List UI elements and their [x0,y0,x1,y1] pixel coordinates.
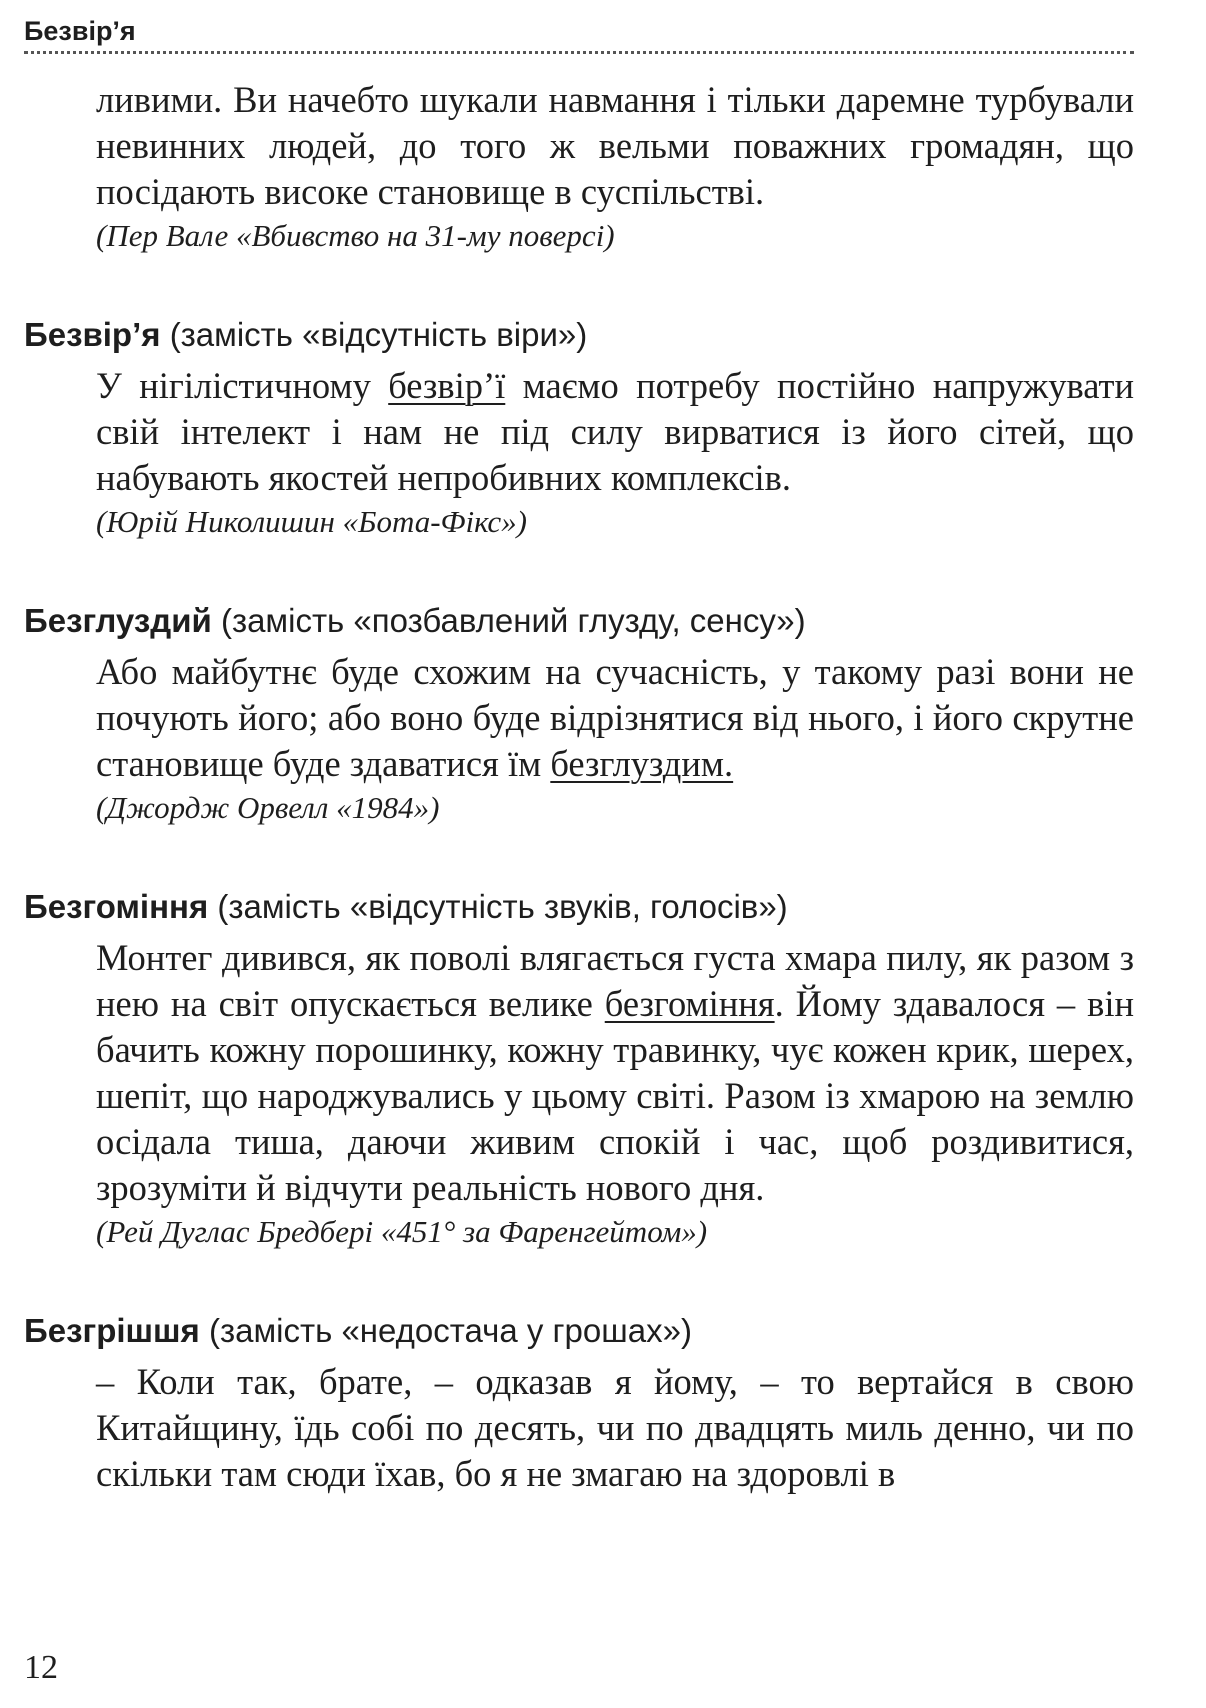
entry-gloss: (замість «відсутність звуків, голосів») [217,888,788,925]
entry-term: Безвір’я [24,316,161,353]
entry-source: (Юрій Николишин «Бота-Фікс») [96,504,527,539]
running-head: Безвір’я [24,14,1134,54]
intro-source: (Пер Вале «Вбивство на 31-му поверсі) [96,218,615,253]
entry-source: (Рей Дуглас Бредбері «451° за Фаренгейтом») [96,1214,708,1249]
highlighted-word: безгоміння [604,983,775,1024]
entry-heading [24,311,1134,359]
entry-quote [96,363,1134,501]
entry-quote: – Коли так, брате, – одказав я йому, – то вертайся в свою Китайщину, їдь собі по десять, чи по двадцять миль денно, чи по скільки там сюди їхав, бо я не змагаю на здоровлі в [96,1361,1134,1494]
quote-text: У нігілістичному [96,365,389,406]
entry-quote [96,649,1134,787]
entry-gloss: (замість «відсутність віри») [169,316,588,353]
entry-heading [24,1307,1134,1355]
dictionary-entry [24,1307,1134,1497]
highlighted-word: безглуздим. [550,743,734,784]
entry-heading [24,883,1134,931]
entry-heading [24,597,1134,645]
entry-gloss: (замість «позбавлений глузду, сенсу») [220,602,806,639]
dictionary-entry [24,311,1134,543]
entry-quote [96,935,1134,1211]
quote-text: маємо потребу постійно напружувати свій інтелект і нам не під силу вирватися із його сітей, що набувають якостей непробивних комплексів. [96,365,1134,498]
entry-source: (Джордж Орвелл «1984») [96,790,440,825]
quote-text: Або майбутнє буде схожим на сучасність, у такому разі вони не почують його; або воно буде відрізнятися від нього, і його скрутне становище буде здаватися їм [96,651,1134,784]
quote-text: Монтег дивився, як поволі влягається густа хмара пилу, як разом з нею на світ опускається велике [96,937,1134,1024]
entry-term: Безгоміння [24,888,209,925]
entry-gloss: (замість «недостача у грошах») [208,1312,692,1349]
intro-quote: ливими. Ви начебто шукали навмання і тільки даремне турбували невинних людей, до того ж вельми поважних громадян, що посідають високе становище в суспільстві. [96,79,1134,212]
dictionary-entry [24,597,1134,829]
quote-text: . Йому здавалося – він бачить кожну порошинку, кожну травинку, чує кожен крик, шерех, шепіт, що народжувались у цьому світі. Разом із хмарою на землю осідала тиша, даючи живим спокій і час, щоб роздивитися, зрозуміти й відчути реальність нового дня. [96,983,1135,1208]
page-number: 12 [24,1649,58,1686]
highlighted-word: безвір’ї [388,365,506,406]
page-content [24,77,1134,1497]
entry-term: Безглуздий [24,602,212,639]
entry-term: Безгрішшя [24,1312,200,1349]
dictionary-entry [24,883,1134,1253]
